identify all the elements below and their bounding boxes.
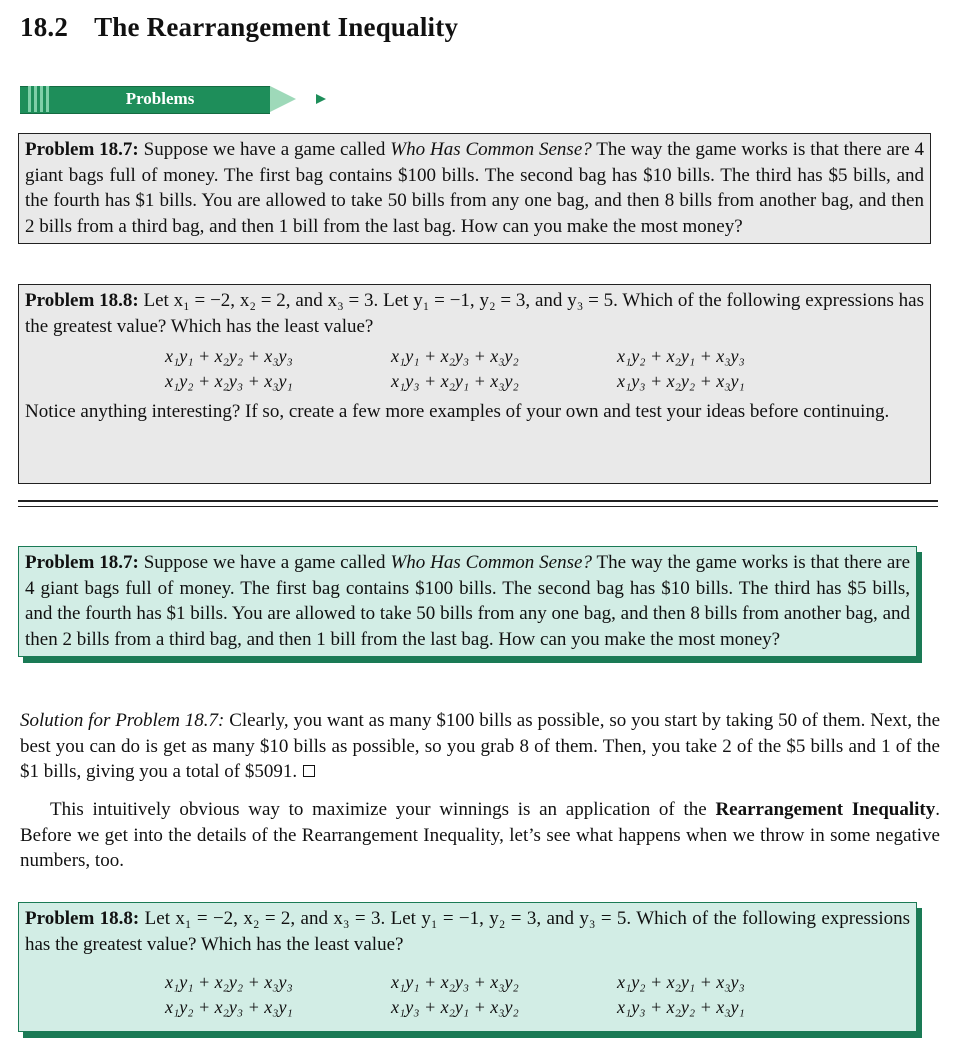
expression: x₁y₁ + x₂y₃ + x₃y₂ xyxy=(391,346,519,366)
problem-18-7-text xyxy=(25,137,924,239)
problem-text: Suppose we have a game called xyxy=(143,552,386,573)
problem-18-7-box-list xyxy=(18,133,931,244)
expression: x₁y₁ + x₂y₂ + x₃y₃ xyxy=(165,972,293,992)
pencil-ferrule xyxy=(28,86,50,112)
expression-grid xyxy=(165,345,924,393)
divider-rule xyxy=(18,506,938,507)
solution-18-7 xyxy=(20,708,940,785)
expression: x₁y₁ + x₂y₂ + x₃y₃ xyxy=(165,346,293,366)
pencil-point-icon xyxy=(316,94,326,104)
problem-18-7-text xyxy=(25,550,910,652)
problem-text: Let x₁ = −2, x₂ = 2, and x₃ = 3. Let y₁ = −1, y₂ = 3, and y₃ = 5. Which of the following expressions has the greatest value? Which has the least value? xyxy=(25,290,924,337)
expression: x₁y₂ + x₂y₃ + x₃y₁ xyxy=(165,371,293,391)
solution-text: Clearly, you want as many $100 bills as possible, so you start by taking 50 of them. Next, the best you can do is get as many $10 bills as possible, so you grab 8 of them. Then, you take 2 of the $5 bills and 1 of the $1 bills, giving you a total of $5091. xyxy=(20,710,941,782)
problem-18-7-box xyxy=(18,546,917,657)
expression: x₁y₃ + x₂y₁ + x₃y₂ xyxy=(391,371,519,391)
problem-label: Problem 18.8: xyxy=(25,290,139,311)
expression: x₁y₂ + x₂y₃ + x₃y₁ xyxy=(165,997,293,1017)
problem-18-8-box xyxy=(18,902,917,1032)
problem-label: Problem 18.7: xyxy=(25,139,139,160)
rearrangement-intro xyxy=(20,797,940,874)
problem-text: The way the game works is that there are 4 giant bags full of money. The first bag contains $100 bills. The second bag has $10 bills. The third has $5 bills, and the fourth has $1 bills. You are allowed to take 50 bills from any one bag, and then 8 bills from another bag, and then 2 bills from a third bag, and then 1 bill from the last bag. How can you make the most money? xyxy=(25,139,925,237)
solution-label: Solution for Problem 18.7: xyxy=(20,710,225,731)
problems-banner-label: Problems xyxy=(125,89,195,108)
pencil-tip-icon xyxy=(270,86,296,112)
problem-label: Problem 18.8: xyxy=(25,908,140,929)
problem-18-8-text xyxy=(25,288,924,339)
problem-text: Suppose we have a game called xyxy=(143,139,386,160)
problem-text: Let x₁ = −2, x₂ = 2, and x₃ = 3. Let y₁ = −1, y₂ = 3, and y₃ = 5. Which of the following expressions has the greatest value? Which has the least value? xyxy=(25,908,910,955)
intro-text: This intuitively obvious way to maximize your winnings is an application of the xyxy=(50,799,707,820)
problem-text: The way the game works is that there are 4 giant bags full of money. The first bag contains $100 bills. The second bag has $10 bills. The third has $5 bills, and the fourth has $1 bills. You are allowed to take 50 bills from any one bag, and then 8 bills from another bag, and then 2 bills from a third bag, and then 1 bill from the last bag. How can you make the most money? xyxy=(25,552,911,650)
section-number: 18.2 xyxy=(20,12,69,42)
problems-banner xyxy=(20,86,320,114)
rearrangement-term: Rearrangement Inequality xyxy=(715,799,936,820)
problem-label: Problem 18.7: xyxy=(25,552,139,573)
game-name: Who Has Common Sense? xyxy=(390,552,592,573)
expression: x₁y₃ + x₂y₂ + x₃y₁ xyxy=(617,371,745,391)
section-title: The Rearrangement Inequality xyxy=(94,12,459,42)
divider-rule xyxy=(18,500,938,502)
problem-18-8-box-list xyxy=(18,284,931,484)
problem-18-8-text xyxy=(25,906,910,957)
expression: x₁y₃ + x₂y₁ + x₃y₂ xyxy=(391,997,519,1017)
expression: x₁y₂ + x₂y₁ + x₃y₃ xyxy=(617,972,745,992)
notice-text: Notice anything interesting? If so, create a few more examples of your own and test your ideas before continuing. xyxy=(25,401,890,422)
game-name: Who Has Common Sense? xyxy=(390,139,592,160)
qed-square-icon xyxy=(303,765,315,777)
expression: x₁y₃ + x₂y₂ + x₃y₁ xyxy=(617,997,745,1017)
expression: x₁y₂ + x₂y₁ + x₃y₃ xyxy=(617,346,745,366)
expression: x₁y₁ + x₂y₃ + x₃y₂ xyxy=(391,972,519,992)
expression-grid xyxy=(165,971,910,1019)
intro-text: . Before we get into the details of the Rearrangement Inequality, let’s see what happens when we throw in some negative numbers, too. xyxy=(20,799,941,871)
section-heading xyxy=(20,12,458,43)
